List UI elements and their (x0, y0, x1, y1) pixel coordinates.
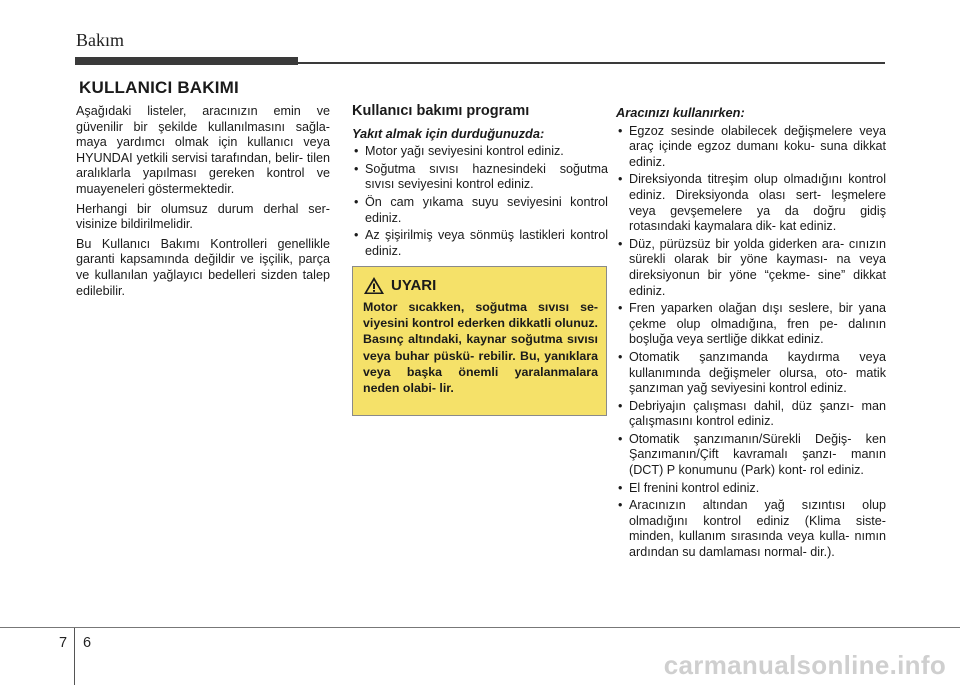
intro-paragraph: Bu Kullanıcı Bakımı Kontrolleri genellikle garanti kapsamında değildir ve işçilik, parça ve kullanılan yağlayıcı bedelleri sizden talep edilebilir. (76, 236, 330, 298)
footer-divider (74, 628, 75, 685)
list-item: • Direksiyonda titreşim olup olmadığını kontrol ediniz. Direksiyonda olası sert- leşmelere veya gevşemelere ya da doğru gidiş rotasındaki kaymalara dik- kat ediniz. (616, 172, 886, 234)
warning-text: Motor sıcakken, soğutma sıvısı se- viyesini kontrol ederken dikkatli olunuz. Basınç altındaki, kaynar soğutma sıvısı veya buhar püskü- rebilir. Bu, yanıklara veya başka önemli yaralanmalara neden olabi- lir. (363, 300, 598, 396)
watermark: carmanualsonline.info (663, 650, 946, 680)
program-title: Kullanıcı bakımı programı (352, 103, 530, 119)
list-item: • Fren yaparken olağan dışı seslere, bir yana çekme olup olmadığına, fren pe- dalının boşluğa veya sertliğe dikkat ediniz. (616, 301, 886, 348)
list-item: • Ön cam yıkama suyu seviyesini kontrol ediniz. (352, 195, 608, 226)
list-item: • Otomatik şanzımanda kaydırma veya kullanımında değişmeler olursa, oto- matik şanzıman yağ seviyesini kontrol ediniz. (616, 350, 886, 397)
list-item: • Otomatik şanzımanın/Sürekli Değiş- ken Şanzımanın/Çift kavramalı şanzı- manın (DCT) P konumunu (Park) kont- rol ediniz. (616, 432, 886, 479)
intro-paragraph: Aşağıdaki listeler, aracınızın emin ve güvenilir bir şekilde kullanılmasını sağla- maya yardımcı olmak için kullanıcı veya HYUNDAI yetkili servisi tarafından, belir- tilen aralıklarla yapılması gereken kontrol ve muayeneleri göstermektedir. (76, 104, 330, 196)
page-number: 6 (83, 635, 92, 651)
warning-box (352, 266, 607, 416)
list-item: • El frenini kontrol ediniz. (616, 481, 886, 497)
driving-list (616, 124, 886, 561)
warning-title: UYARI (391, 277, 437, 294)
driving-column (616, 104, 886, 563)
header-bar-thick (75, 57, 298, 65)
list-item: • Egzoz sesinde olabilecek değişmelere veya araç içinde egzoz dumanı koku- suna dikkat ediniz. (616, 124, 886, 171)
fuel-stop-list (352, 144, 608, 259)
list-item: • Az şişirilmiş veya sönmüş lastikleri kontrol ediniz. (352, 228, 608, 259)
section-title: KULLANICI BAKIMI (79, 78, 239, 97)
warning-header (363, 276, 598, 295)
list-item: • Düz, pürüzsüz bir yolda giderken ara- cınızın sürekli olarak bir yöne kayması- na veya direksiyonun bir yöne “çekme- sine” dikkat ediniz. (616, 237, 886, 299)
list-item: • Aracınızın altından yağ sızıntısı olup olmadığını kontrol ediniz (Klima siste- minden, kullanım sırasında veya kulla- nımın ardından su damlaması normal- dir.). (616, 498, 886, 560)
list-item: • Soğutma sıvısı haznesindeki soğutma sıvısı seviyesini kontrol ediniz. (352, 162, 608, 193)
page-chapter-number: 7 (59, 635, 68, 651)
intro-column (76, 104, 330, 303)
footer-rule (0, 627, 960, 628)
header-bar-thin (298, 62, 885, 64)
program-column (352, 104, 608, 261)
warning-triangle-icon (363, 276, 385, 295)
driving-title: Aracınızı kullanırken: (616, 105, 745, 120)
list-item: • Debriyajın çalışması dahil, düz şanzı- man çalışmasını kontrol ediniz. (616, 399, 886, 430)
intro-paragraph: Herhangi bir olumsuz durum derhal ser- visinize bildirilmelidir. (76, 201, 330, 232)
chapter-title: Bakım (76, 30, 124, 50)
fuel-stop-title: Yakıt almak için durduğunuzda: (352, 125, 545, 141)
list-item: • Motor yağı seviyesini kontrol ediniz. (352, 144, 608, 160)
